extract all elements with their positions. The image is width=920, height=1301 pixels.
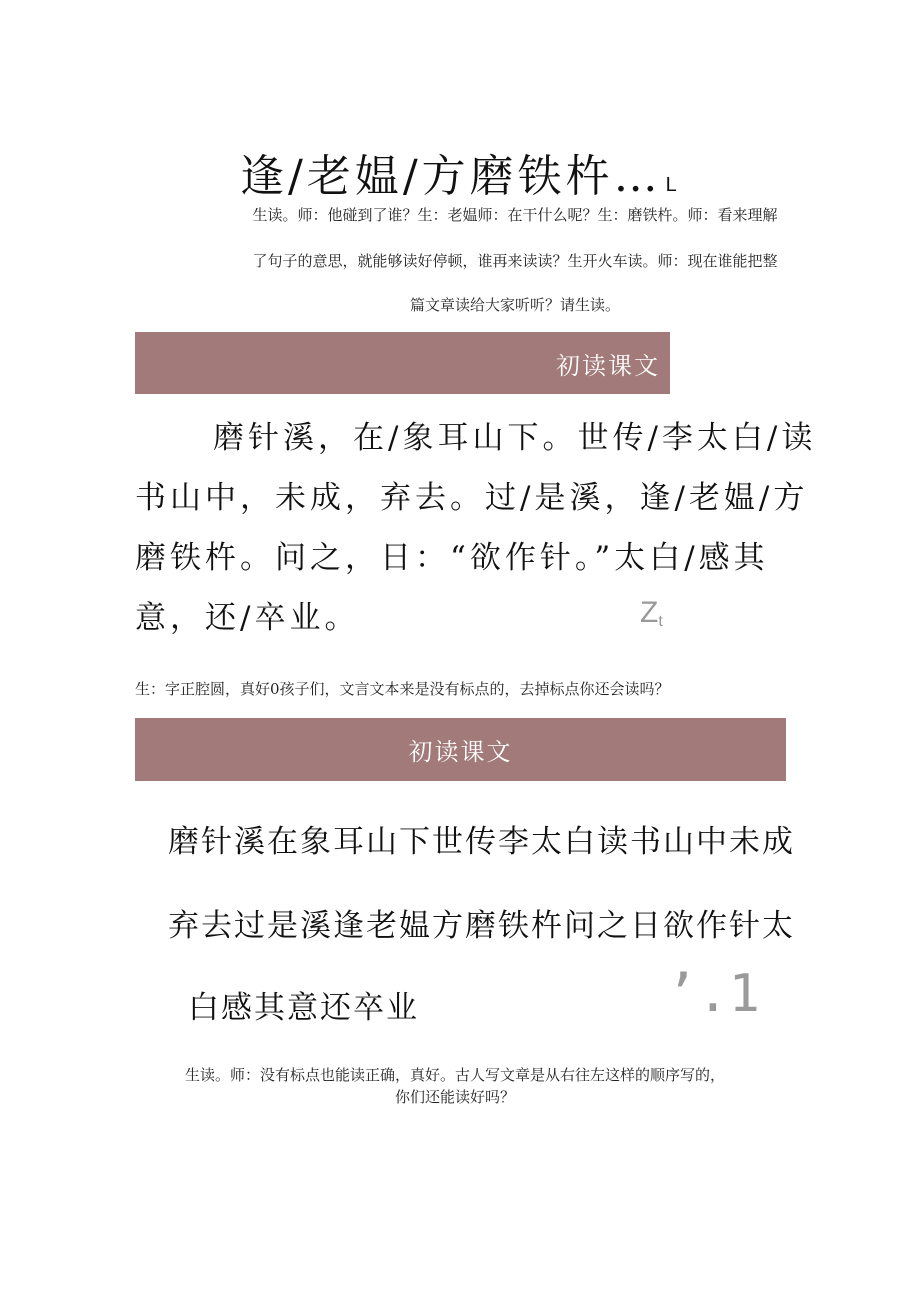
section-banner-first-reading-2 [135,718,786,781]
dialogue-mid: 生：字正腔圆，真好0孩子们，文言文本来是没有标点的，去掉标点你还会读吗？ [135,680,670,698]
section-banner-label: 初读课文 [556,351,660,380]
stray-mark-main: Z [640,596,659,629]
unpunctuated-line: 弃去过是溪逢老媪方磨铁杵问之日欲作针太 [168,908,795,944]
stray-mark-sub: t [658,613,663,630]
lesson-heading-text: 逢/老媪/方磨铁杵… [240,151,662,202]
dialogue-top-line2: 了句子的意思，就能够读好停顿，谁再来读读？生开火车读。师：现在谁能把整 [252,252,778,270]
dialogue-bottom [130,1064,780,1108]
stray-mark-dot-one: ’.1 [666,964,760,1024]
dialogue-bottom-line2: 你们还能读好吗？ [394,1088,515,1106]
unpunctuated-line: 白感其意还卒业 [188,990,419,1026]
unpunctuated-line: 磨针溪在象耳山下世传李太白读书山中未成 [168,824,795,860]
section-banner-label: 初读课文 [408,738,513,766]
passage-line: 磨针溪，在/象耳山下。世传/李太白/读 [213,420,817,456]
punctuated-passage [135,408,817,648]
lesson-heading [240,140,800,204]
stray-mark-zt [640,596,663,631]
dialogue-top-line1: 生读。师：他碰到了谁？生：老媪师：在干什么呢？生：磨铁杵。师：看来理解 [252,206,778,224]
section-banner-first-reading [135,332,670,394]
passage-line: 磨铁杵。问之，日：“欲作针。”太白/感其 [135,540,769,576]
passage-line: 书山中，未成，弃去。过/是溪，逢/老媪/方 [135,480,809,516]
dialogue-bottom-line1: 生读。师：没有标点也能读正确，真好。古人写文章是从右往左这样的顺序写的， [184,1066,725,1084]
lesson-heading-suffix: L [665,174,681,196]
passage-line: 意，还/卒业。 [135,600,360,636]
dialogue-top-line3: 篇文章读给大家听听？请生读。 [409,296,620,314]
